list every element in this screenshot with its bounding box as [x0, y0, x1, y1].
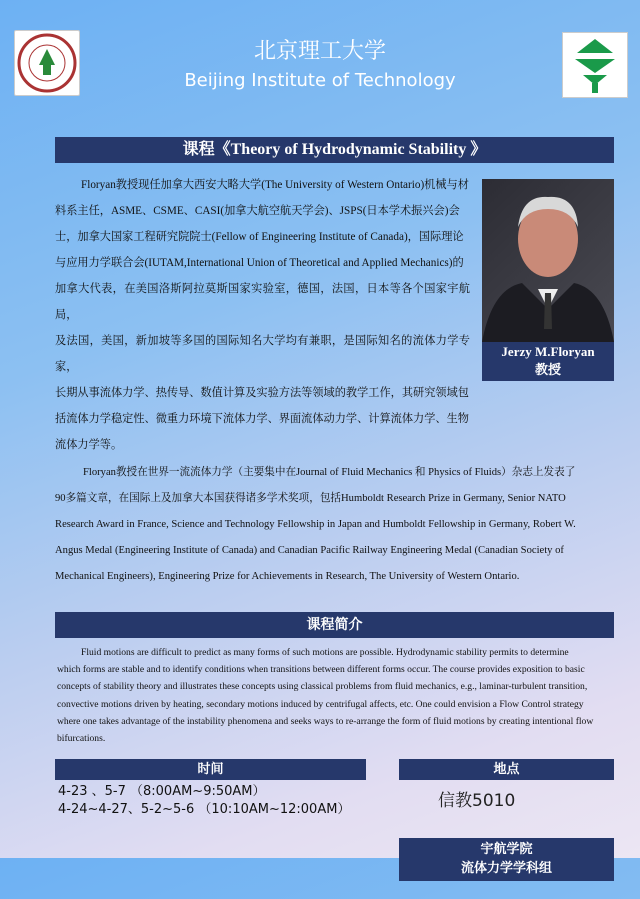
bio-line: 括流体力学稳定性、微重力环境下流体力学、界面流体动力学、计算流体力学、生物	[55, 413, 469, 425]
professor-photo	[482, 179, 614, 342]
awards-line: Research Award in France, Science and Technology Fellowship in Japan and Humboldt Fellowship in Germany, Robert W.	[55, 519, 576, 530]
awards-line: Floryan教授在世界一流流体力学（主要集中在Journal of Fluid Mechanics 和 Physics of Fluids）杂志上发表了	[83, 467, 576, 478]
university-name-en: Beijing Institute of Technology	[184, 70, 456, 91]
bio-section	[55, 179, 614, 458]
intro-line: bifurcations.	[57, 733, 106, 745]
schedule-section	[55, 759, 614, 881]
location-room: 信教5010	[438, 791, 516, 812]
course-intro-paragraph	[57, 644, 611, 747]
bio-line: 士，加拿大国家工程研究院院士(Fellow of Engineering Institute of Canada)，国际理论	[55, 231, 464, 243]
course-intro-heading: 课程简介	[55, 612, 614, 638]
intro-line: concepts of stability theory and illustrates these concepts using classical problems from fluid mechanics, e.g., laminar-turbulent transition,	[57, 681, 588, 693]
intro-line: Fluid motions are difficult to predict as many forms of such motions are possible. Hydrodynamic stability permits to determine	[81, 647, 569, 658]
intro-line: convective motions driven by heating, secondary motions induced by centrifugal affects, etc. One could envision a Flow Control strategy	[57, 698, 584, 710]
bio-line: 流体力学等。	[55, 439, 123, 451]
intro-line: which forms are stable and to identify conditions when transitions between different forms occur. The course provides exposition to basic	[57, 664, 585, 676]
school-emblem-logo	[562, 32, 628, 98]
schedule-line: 4-23 、5-7 （8:00AM~9:50AM）	[58, 784, 266, 800]
intro-line: where one takes advantage of the instability phenomena and seeks ways to re-arrange the form of fluid motions by creating intentional flow	[57, 715, 594, 727]
professor-caption	[482, 342, 614, 381]
organizer-school: 宇航学院	[480, 842, 533, 858]
bio-line: 长期从事流体力学、热传导、数值计算及实验方法等领域的教学工作，其研究领域包	[55, 387, 469, 399]
awards-line: Mechanical Engineers), Engineering Prize for Achievements in Research, The University of Western Ontario.	[55, 571, 520, 582]
professor-name: Jerzy M.Floryan	[501, 344, 595, 359]
professor-card	[482, 179, 614, 381]
awards-line: 90多篇文章，在国际上及加拿大本国获得诸多学术奖项，包括Humboldt Research Prize in Germany, Senior NATO	[55, 493, 566, 504]
awards-line: Angus Medal (Engineering Institute of Canada) and Canadian Pacific Railway Engineering Medal (Canadian Society of	[55, 545, 564, 556]
bio-line: 料系主任，ASME、CSME、CASI(加拿大航空航天学会)、JSPS(日本学术振兴会)会	[55, 205, 460, 217]
organizer-group: 流体力学学科组	[460, 861, 552, 877]
professor-title: 教授	[534, 362, 561, 377]
awards-paragraph	[55, 460, 600, 590]
poster-body	[55, 137, 614, 899]
bio-line: 加拿大代表，在美国洛斯阿拉莫斯国家实验室，德国，法国，日本等各个国家宇航局，	[55, 283, 470, 321]
bio-line: Floryan教授现任加拿大西安大略大学(The University of Western Ontario)机械与材	[81, 179, 469, 191]
location-heading: 地点	[399, 759, 614, 780]
course-title-bar: 课程《Theory of Hydrodynamic Stability 》	[55, 137, 614, 163]
location-column	[399, 759, 614, 881]
bio-paragraph	[55, 172, 470, 458]
schedule	[58, 783, 388, 819]
university-name-cn: 北京理工大学	[253, 39, 386, 64]
time-heading: 时间	[55, 759, 366, 780]
schedule-line: 4-24~4-27、5-2~5-6 （10:10AM~12:00AM）	[58, 802, 351, 818]
bio-line: 及法国，美国，新加坡等多国的国际知名大学均有兼职，是国际知名的流体力学专家，	[55, 335, 470, 373]
organizer-box	[399, 838, 614, 881]
time-column	[55, 759, 366, 819]
bio-line: 与应用力学联合会(IUTAM,International Union of Theoretical and Applied Mechanics)的	[55, 257, 464, 269]
